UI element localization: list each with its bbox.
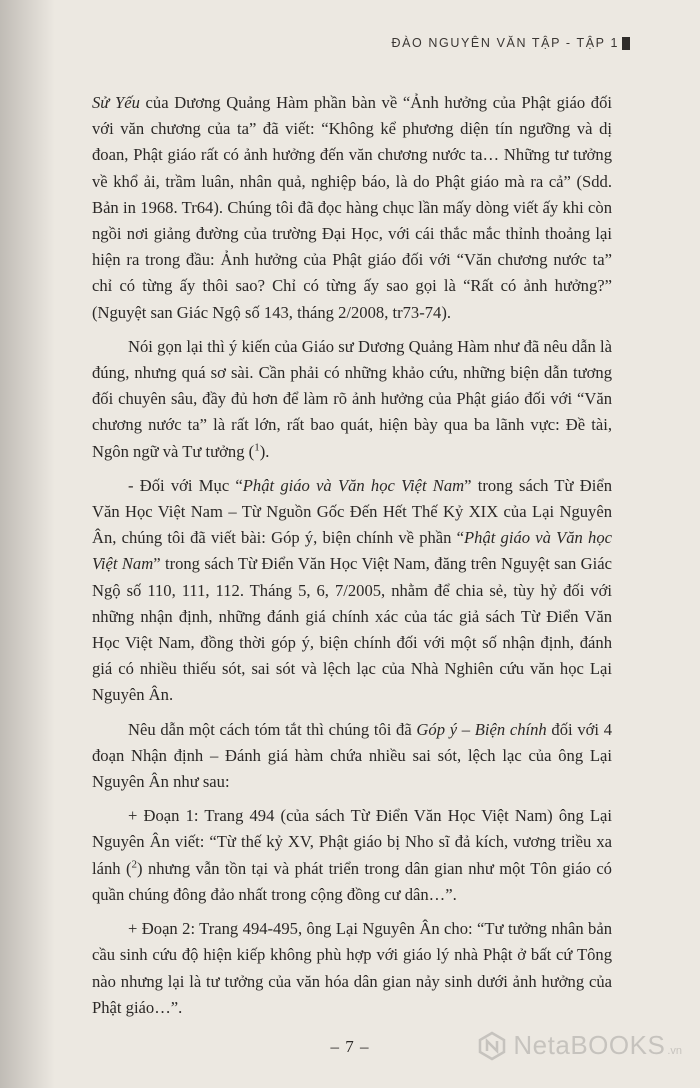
paragraph-2-end: ).: [259, 441, 270, 461]
paragraph-5-text-a: + Đoạn 1: Trang 494 (của sách Từ Điển Văn Học Việt Nam) ông Lại Nguyên Ân viết: “Từ thế kỷ XV, Phật giáo bị Nho sĩ đả kích, vương triều xa lánh (: [92, 806, 612, 878]
paragraph-3: [92, 473, 612, 709]
paragraph-4-text-c: đối với 4 đoạn Nhận định – Đánh giá hàm chứa nhiều sai sót, lệch lạc của ông Lại Nguyên Ân như sau:: [92, 719, 612, 792]
footnote-ref-2: 2: [131, 858, 138, 871]
paragraph-5: [92, 803, 612, 908]
footnote-ref-1: 1: [254, 441, 260, 454]
paragraph-5-text-b: ) nhưng vẫn tồn tại và phát triển trong dân gian như một Tôn giáo có quần chúng đông đảo nhất trong cộng đồng cư dân…”.: [92, 858, 612, 904]
watermark-suffix: .vn: [667, 1044, 682, 1057]
running-head: [391, 36, 630, 50]
watermark: [477, 1030, 682, 1061]
paragraph-3-text-e: ” trong sách Từ Điển Văn Học Việt Nam, đăng trên Nguyệt san Giác Ngộ số 110, 111, 112. Tháng 5, 6, 7/2005, nhằm để chia sẻ, tùy hỷ đối với những nhận định, những đánh giá chính xác của tác giả sách Từ Điển Văn Học Việt Nam, đồng thời góp ý, biện chính đối với một số nhận định, đánh giá có nhiều thiếu sót, sai sót và lệch lạc của Nhà Nghiên cứu văn học Lại Nguyên Ân.: [92, 554, 612, 705]
paragraph-6: [92, 916, 612, 1021]
paragraph-3-text-c: ” trong sách Từ Điển Văn Học Việt Nam – Từ Nguồn Gốc Đến Hết Thế Kỷ XIX của Lại Nguyên Ân, chúng tôi đã viết bài: Góp ý, biện chính về phần “: [92, 475, 613, 548]
paragraph-3-text-a: - Đối với Mục “: [128, 475, 243, 495]
watermark-text: NetaBOOKS: [513, 1030, 666, 1060]
paragraph-3-italic-d: Phật giáo và Văn học Việt Nam: [92, 528, 612, 574]
running-head-text: ĐÀO NGUYÊN VĂN TẬP - TẬP 1: [391, 36, 619, 50]
body-text: [92, 90, 612, 1029]
paragraph-2-text: Nói gọn lại thì ý kiến của Giáo sư Dương Quảng Hàm như đã nêu dẫn là đúng, nhưng quá sơ sài. Cần phải có những khảo cứu, những biện dẫn tương đối chuyên sâu, đầy đủ hơn để làm rõ ảnh hưởng của Phật giáo đối với “Văn chương nước ta” là rất lớn, rất bao quát, hiện bày qua ba lãnh vực: Đề tài, Ngôn ngữ và Tư tưởng (: [92, 336, 612, 461]
netabooks-logo-icon: [477, 1031, 507, 1061]
paragraph-1: [92, 90, 612, 326]
paragraph-6-text: + Đoạn 2: Trang 494-495, ông Lại Nguyên Ân cho: “Tư tưởng nhân bản cầu sinh cứu độ hiện kiếp không phù hợp với giáo lý nhà Phật ở bất cứ Tông nào nhưng lại là tư tưởng của văn hóa dân gian nảy sinh dưới ảnh hưởng của Phật giáo…”.: [92, 919, 612, 1017]
paragraph-2: [92, 334, 612, 465]
paragraph-3-italic-b: Phật giáo và Văn học Việt Nam: [242, 475, 465, 495]
page-gutter-shadow: [0, 0, 55, 1088]
running-head-marker: [622, 37, 630, 50]
paragraph-1-text: của Dương Quảng Hàm phần bàn về “Ảnh hưởng của Phật giáo đối với văn chương của ta” đã viết: “Không kể phương diện tín ngưỡng và dị đoan, Phật giáo rất có ảnh hưởng đến văn chương nước ta… Những tư tưởng về khổ ải, trầm luân, nhân quả, nghiệp báo, là do Phật giáo mà ra cả” (Sdd. Bản in 1968. Tr64). Chúng tôi đã đọc hàng chục lần mấy dòng viết ấy khi còn ngồi nơi giảng đường của trường Đại Học, với cái thắc mắc thỉnh thoảng lại hiện ra trong đầu: Ảnh hưởng của Phật giáo đối với “Văn chương nước ta” chỉ có từng ấy thôi sao? Chỉ có từng ấy sao gọi là “Rất có ảnh hưởng?” (Nguyệt san Giác Ngộ số 143, tháng 2/2008, tr73-74).: [92, 93, 612, 322]
paragraph-4-italic-b: Góp ý – Biện chính: [416, 719, 547, 739]
book-title-italic: Sử Yếu: [92, 93, 140, 112]
page-number: – 7 –: [330, 1037, 370, 1056]
paragraph-4-text-a: Nêu dẫn một cách tóm tắt thì chúng tôi đã: [128, 719, 417, 739]
paragraph-4: [92, 717, 612, 796]
